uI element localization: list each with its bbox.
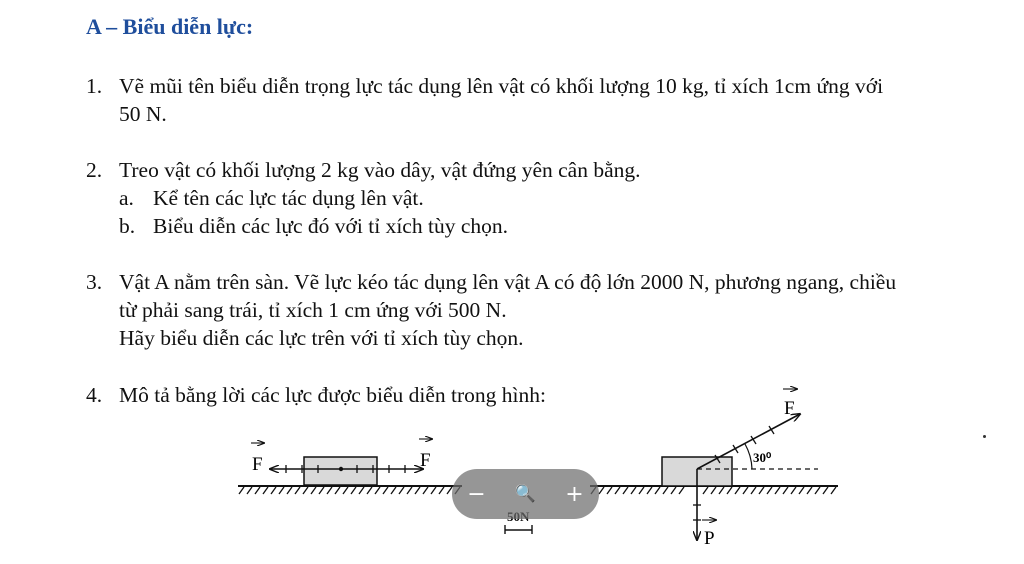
left-force-label-1: F (252, 454, 263, 475)
right-figure (590, 389, 838, 549)
weight-label: P (704, 528, 715, 549)
question-2-number: 2. (86, 158, 103, 182)
section-title: A – Biểu diễn lực: (86, 14, 254, 39)
question-2b-label: b. (119, 214, 136, 238)
angle-label: 30⁰ (753, 450, 772, 465)
stray-dot (983, 435, 986, 438)
question-2-line-1: Treo vật có khối lượng 2 kg vào dây, vật đứng yên cân bằng. (119, 158, 641, 182)
left-ground-hatch (239, 487, 460, 494)
inclined-force-label: F (784, 398, 795, 419)
question-1-line-2: 50 N. (119, 102, 167, 126)
zoom-in-button[interactable]: + (565, 481, 584, 507)
question-4-number: 4. (86, 383, 103, 407)
zoom-out-button[interactable]: − (467, 481, 486, 507)
question-1-line-1: Vẽ mũi tên biểu diễn trọng lực tác dụng lên vật có khối lượng 10 kg, tỉ xích 1cm ứng với (119, 74, 884, 98)
angle-arc (745, 444, 752, 469)
zoom-controls (452, 469, 599, 519)
left-figure (238, 439, 462, 494)
question-2a-text: Kể tên các lực tác dụng lên vật. (153, 186, 424, 210)
right-ground-hatch (591, 487, 836, 494)
zoom-icon-button[interactable]: 🔍 (514, 484, 537, 504)
left-force-label-2: F (420, 450, 431, 471)
question-2b-text: Biểu diễn các lực đó với tỉ xích tùy chọn. (153, 214, 508, 238)
question-3-line-2: từ phải sang trái, tỉ xích 1 cm ứng với 500 N. (119, 298, 507, 322)
question-3-line-3: Hãy biểu diễn các lực trên với tỉ xích tùy chọn. (119, 326, 524, 350)
question-4-line-1: Mô tả bằng lời các lực được biểu diễn trong hình: (119, 383, 546, 407)
question-1-number: 1. (86, 74, 103, 98)
question-2a-label: a. (119, 186, 134, 210)
inclined-force-arrow (697, 414, 800, 469)
question-3-line-1: Vật A nằm trên sàn. Vẽ lực kéo tác dụng lên vật A có độ lớn 2000 N, phương ngang, chiều (119, 270, 897, 294)
question-3-number: 3. (86, 270, 103, 294)
